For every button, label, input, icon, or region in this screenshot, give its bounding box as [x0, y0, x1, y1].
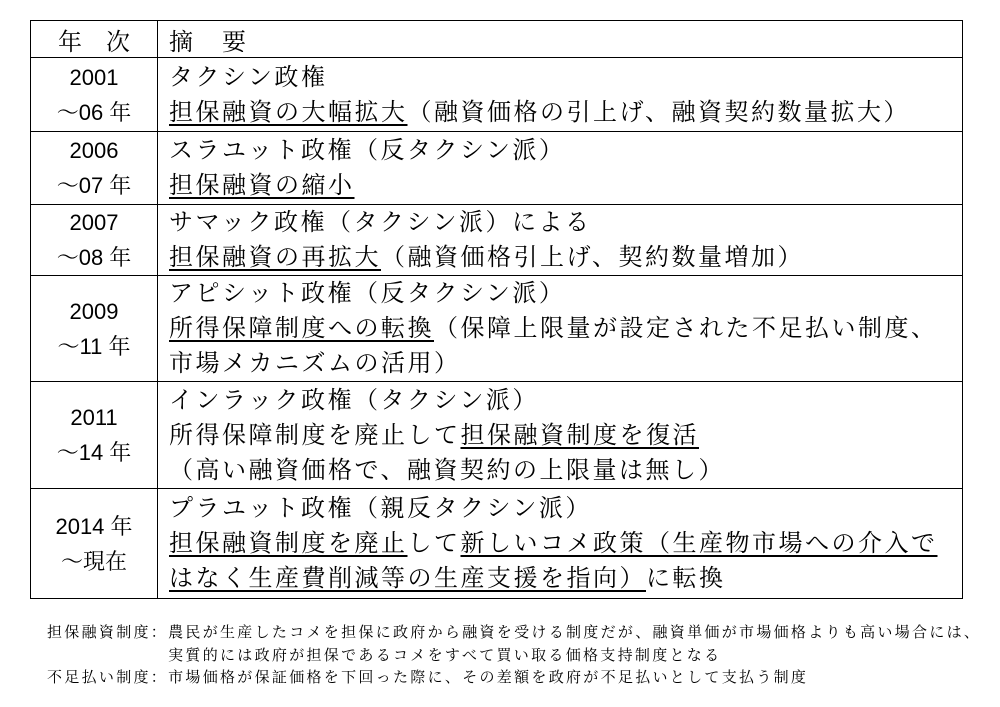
policy-detail: （保障上限量が設定された不足払い制度、 — [434, 314, 938, 342]
period-cell — [31, 58, 158, 132]
period-end: ～08 年 — [56, 245, 132, 270]
footnote-line: 市場価格が保証価格を下回った際に、その差額を政府が不足払いとして支払う制度 — [168, 668, 809, 686]
footnote-term: 不足払い制度： — [47, 668, 169, 686]
summary-line — [169, 60, 962, 95]
policy-detail: （融資価格の引上げ、融資契約数量拡大） — [407, 97, 911, 126]
summary-line — [169, 526, 962, 561]
period-cell — [31, 382, 158, 489]
policy-highlight: はなく生産費削減等の生産支援を指向） — [169, 564, 646, 592]
summary-cell — [158, 132, 963, 205]
footnote — [47, 621, 981, 666]
period-end: ～14 年 — [56, 440, 132, 465]
summary-line — [169, 133, 962, 168]
footnote-term: 担保融資制度： — [47, 623, 169, 641]
summary-line — [169, 418, 962, 453]
footnote-description — [168, 621, 981, 666]
policy-highlight: 担保融資制度を復活 — [460, 420, 699, 449]
policy-detail: （融資価格引上げ、契約数量増加） — [381, 243, 805, 271]
period-start: 2011 — [70, 405, 118, 430]
policy-highlight: 担保融資の再拡大 — [169, 243, 381, 271]
policy-detail: （高い融資価格で、融資契約の上限量は無し） — [169, 455, 726, 484]
summary-line — [169, 561, 962, 596]
summary-line — [169, 95, 962, 130]
policy-highlight: 担保融資制度を廃止 — [169, 529, 408, 557]
summary-line — [169, 276, 962, 311]
period-start: 2006 — [69, 138, 119, 163]
government-name: スラユット政権（反タクシン派） — [169, 136, 566, 164]
table-row — [31, 489, 963, 599]
government-name: タクシン政権 — [169, 62, 328, 91]
footnote-line: 農民が生産したコメを担保に政府から融資を受ける制度だが、融資単価が市場価格よりも高い場合には、 — [168, 623, 982, 641]
table-row — [31, 132, 963, 205]
table-header-row — [31, 21, 963, 58]
period-end: ～11 年 — [57, 333, 131, 359]
period-start: 2009 — [69, 298, 119, 324]
summary-line — [169, 491, 962, 526]
table-row — [31, 205, 963, 276]
period-cell — [31, 489, 158, 599]
period-cell — [31, 132, 158, 205]
summary-cell — [158, 58, 963, 132]
summary-line — [169, 346, 962, 381]
summary-line — [169, 205, 962, 240]
footnote — [47, 666, 981, 689]
summary-line — [169, 311, 962, 346]
footnote-line: 実質的には政府が担保であるコメをすべて買い取る価格支持制度となる — [168, 645, 722, 664]
policy-detail: 市場メカニズムの活用） — [169, 349, 461, 377]
policy-detail: 所得保障制度を廃止して — [169, 420, 461, 449]
summary-cell — [158, 276, 963, 382]
policy-history-table — [30, 20, 963, 599]
government-name: サマック政権（タクシン派）による — [169, 208, 592, 236]
summary-cell — [158, 382, 963, 489]
policy-highlight: 担保融資の大幅拡大 — [169, 97, 408, 126]
period-end: ～現在 — [60, 548, 127, 574]
summary-line — [169, 383, 962, 418]
policy-detail: して — [407, 529, 461, 557]
policy-highlight: 所得保障制度への転換 — [169, 314, 434, 342]
government-name: プラユット政権（親反タクシン派） — [169, 494, 592, 522]
period-end: ～06 年 — [56, 99, 132, 125]
summary-cell — [158, 489, 963, 599]
period-cell — [31, 205, 158, 276]
period-start: 2007 — [69, 210, 119, 235]
footnote-description — [168, 666, 808, 689]
period-start: 2014 年 — [55, 513, 133, 539]
policy-highlight: 担保融資の縮小 — [169, 171, 355, 199]
table-row — [31, 58, 963, 132]
government-name: アピシット政権（反タクシン派） — [169, 279, 566, 307]
government-name: インラック政権（タクシン派） — [169, 385, 539, 414]
period-cell — [31, 276, 158, 382]
summary-cell — [158, 205, 963, 276]
header-year: 年 次 — [31, 21, 158, 58]
summary-line — [169, 240, 962, 275]
footnotes — [47, 621, 981, 689]
table-row — [31, 382, 963, 489]
period-end: ～07 年 — [56, 173, 132, 198]
header-summary: 摘 要 — [158, 21, 963, 58]
table-row — [31, 276, 963, 382]
summary-line — [169, 168, 962, 203]
policy-highlight: 新しいコメ政策（生産物市場への介入で — [460, 529, 938, 557]
policy-detail: に転換 — [646, 564, 726, 592]
summary-line — [169, 453, 962, 488]
period-start: 2001 — [69, 64, 119, 90]
